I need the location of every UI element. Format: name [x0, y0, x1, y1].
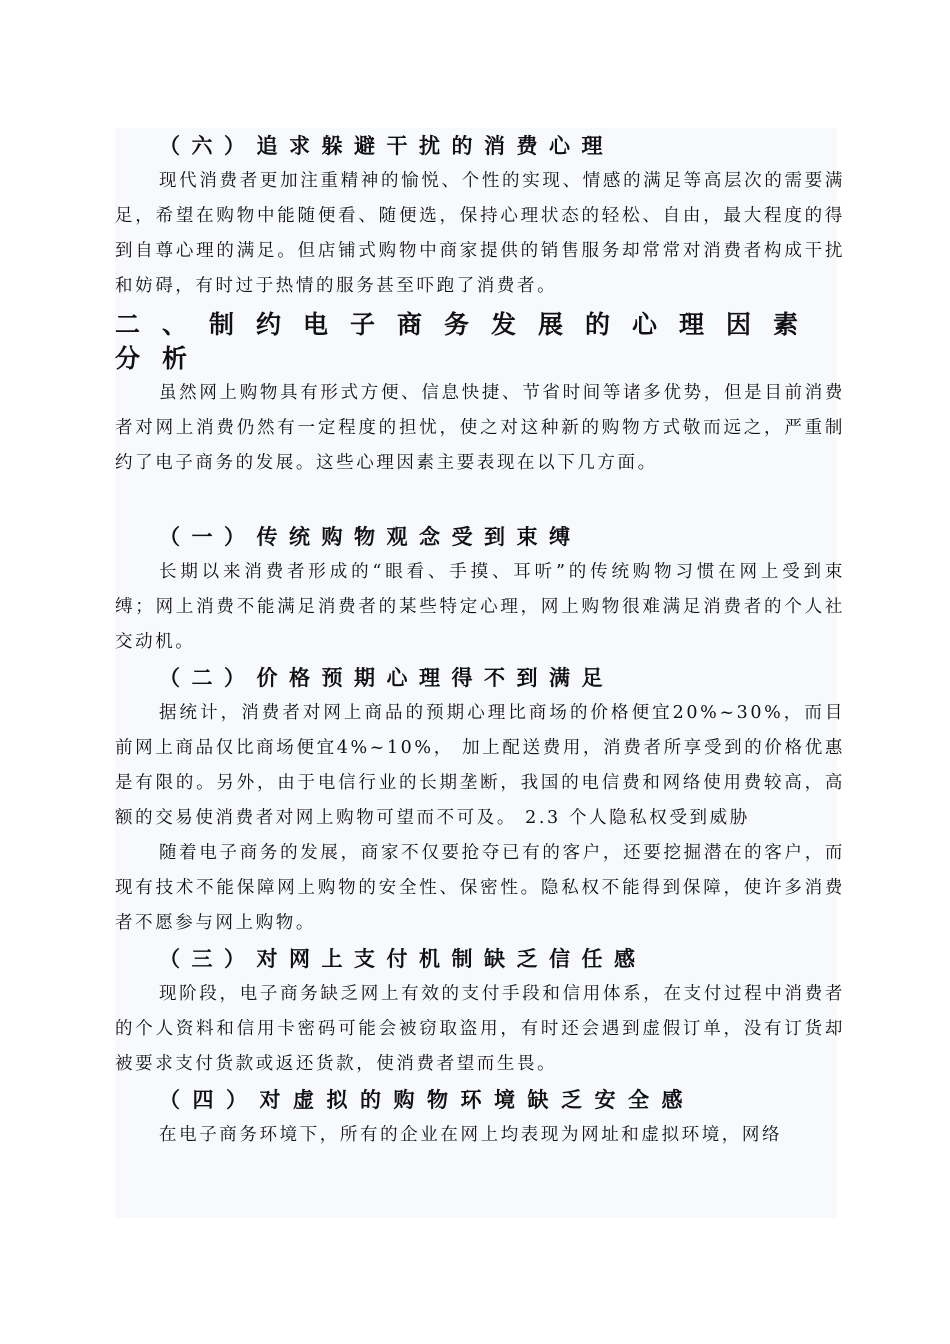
subheading-one: （一）传统购物观念受到束缚	[159, 524, 582, 549]
paragraph-one: 长期以来消费者形成的“眼看、手摸、耳听”的传统购物习惯在网上受到束缚；网上消费不能满足消费者的某些特定心理，网上购物很难满足消费者的个人社交动机。	[115, 562, 845, 652]
paragraph-two: 据统计，消费者对网上商品的预期心理比商场的价格便宜20%~30%，而目前网上商品仅比商场便宜4%~10%， 加上配送费用，消费者所享受到的价格优惠是有限的。另外，由于电信行业的长期垄断，我国的电信费和网络使用费较高，高额的交易使消费者对网上购物可望而不可及。 2.3 个人隐私权受到威胁	[115, 703, 845, 828]
subheading-three: （三）对网上支付机制缺乏信任感	[159, 946, 647, 971]
paragraph-three: 现阶段，电子商务缺乏网上有效的支付手段和信用体系，在支付过程中消费者的个人资料和信用卡密码可能会被窃取盗用，有时还会遇到虚假订单，没有订货却被要求支付货款或返还货款，使消费者望而生畏。	[115, 984, 845, 1074]
paragraph-section-two: 虽然网上购物具有形式方便、信息快捷、节省时间等诸多优势，但是目前消费者对网上消费仍然有一定程度的担忧，使之对这种新的购物方式敬而远之，严重制约了电子商务的发展。这些心理因素主要表现在以下几方面。	[115, 383, 845, 473]
subheading-four: （四）对虚拟的购物环境缺乏安全感	[159, 1087, 695, 1112]
subheading-two: （二）价格预期心理得不到满足	[159, 665, 614, 690]
paragraph-four: 在电子商务环境下，所有的企业在网上均表现为网址和虚拟环境，网络	[159, 1125, 783, 1145]
paragraph-six: 现代消费者更加注重精神的愉悦、个性的实现、情感的满足等高层次的需要满足，希望在购物中能随便看、随便选，保持心理状态的轻松、自由，最大程度的得到自尊心理的满足。但店铺式购物中商家提供的销售服务却常常对消费者构成干扰和妨碍，有时过于热情的服务甚至吓跑了消费者。	[115, 171, 845, 296]
paragraph-privacy: 随着电子商务的发展，商家不仅要抢夺已有的客户，还要挖掘潜在的客户，而现有技术不能保障网上购物的安全性、保密性。隐私权不能得到保障，使许多消费者不愿参与网上购物。	[115, 843, 845, 933]
section-title-two: 二、制约电子商务发展的心理因素分析	[115, 310, 821, 373]
subheading-six: （六）追求躲避干扰的消费心理	[159, 133, 614, 158]
paragraph-gap	[115, 481, 845, 519]
document-content	[115, 128, 845, 1153]
